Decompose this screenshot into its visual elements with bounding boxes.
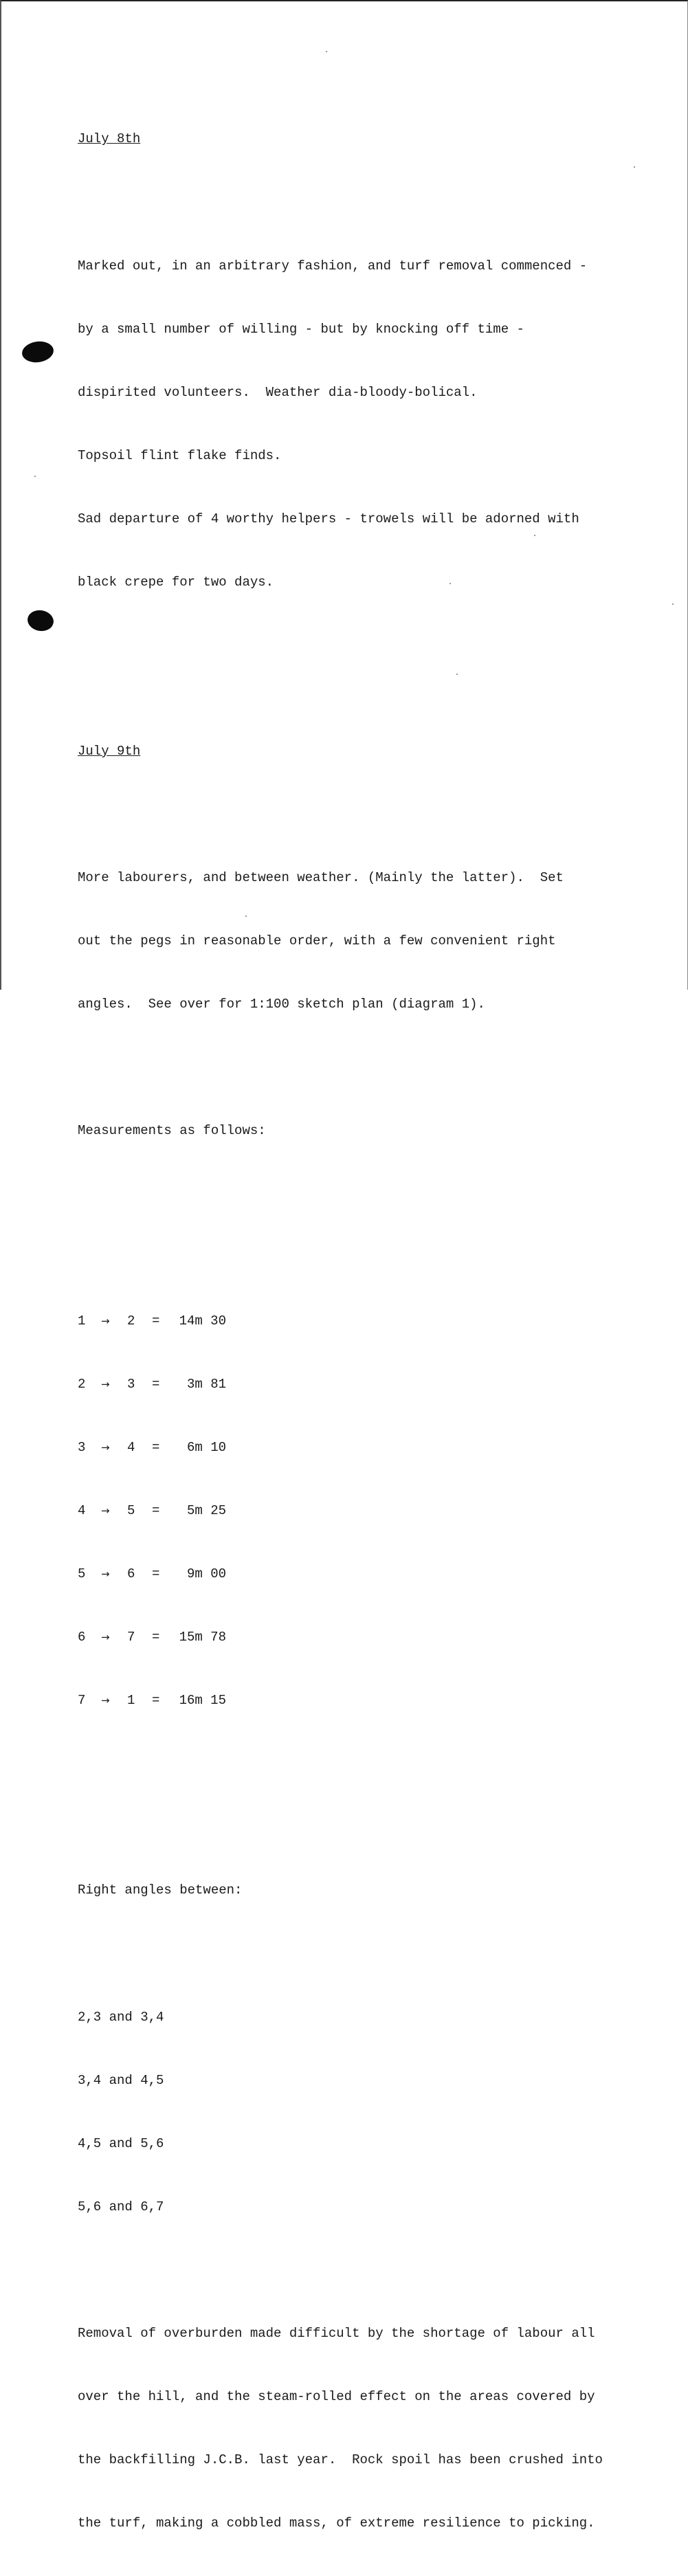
- paragraph-line: More labourers, and between weather. (Mainly the latter). Set: [78, 869, 564, 885]
- paragraph-line: dispirited volunteers. Weather dia-bloody-bolical.: [78, 384, 478, 400]
- peg-from: 5: [78, 1566, 86, 1581]
- paragraph-line: Removal of overburden made difficult by the shortage of labour all: [78, 2326, 595, 2342]
- measurement-row: [78, 1690, 641, 1711]
- document-text: [78, 87, 641, 2576]
- peg-from: 7: [78, 1693, 86, 1709]
- measurement-value: 14m 30: [179, 1313, 226, 1329]
- right-angle-item: 5,6 and 6,7: [78, 2199, 164, 2214]
- paragraph-line: black crepe for two days.: [78, 575, 274, 590]
- peg-to: 7: [127, 1629, 135, 1645]
- paragraph-line: over the hill, and the steam-rolled effect on the areas covered by: [78, 2389, 595, 2405]
- peg-from: 2: [78, 1376, 86, 1392]
- right-angles-heading: Right angles between:: [78, 1883, 243, 1898]
- entry-date-heading: July 8th: [78, 131, 141, 147]
- right-angle-item: 3,4 and 4,5: [78, 2072, 164, 2088]
- peg-from: 4: [78, 1502, 86, 1518]
- peg-to: 5: [127, 1502, 135, 1518]
- peg-to: 6: [127, 1566, 135, 1581]
- measurement-row: [78, 1627, 641, 1648]
- peg-to: 2: [127, 1313, 135, 1329]
- arrow-right-icon: →: [101, 1441, 110, 1454]
- arrow-right-icon: →: [101, 1314, 110, 1327]
- peg-to: 4: [127, 1439, 135, 1455]
- peg-to: 1: [127, 1693, 135, 1709]
- equals-sign: =: [152, 1693, 160, 1709]
- paragraph-line: Sad departure of 4 worthy helpers - trowels will be adorned with: [78, 511, 579, 526]
- measurement-row: [78, 1437, 641, 1458]
- measurement-value: 9m 00: [186, 1566, 226, 1581]
- measurement-value: 5m 25: [186, 1502, 226, 1518]
- measurements-heading: Measurements as follows:: [78, 1123, 266, 1139]
- punch-hole-bottom: [26, 608, 56, 633]
- peg-from: 6: [78, 1629, 86, 1645]
- equals-sign: =: [152, 1313, 160, 1329]
- measurement-value: 16m 15: [179, 1693, 226, 1709]
- measurement-row: [78, 1500, 641, 1522]
- peg-to: 3: [127, 1376, 135, 1392]
- measurement-value: 3m 81: [186, 1376, 226, 1392]
- paragraph-line: the backfilling J.C.B. last year. Rock spoil has been crushed into: [78, 2452, 603, 2468]
- equals-sign: =: [152, 1566, 160, 1581]
- peg-from: 3: [78, 1439, 86, 1455]
- paragraph-line: the turf, making a cobbled mass, of extreme resilience to picking.: [78, 2516, 595, 2531]
- measurement-row: [78, 1374, 641, 1395]
- equals-sign: =: [152, 1629, 160, 1645]
- paragraph-line: by a small number of willing - but by knocking off time -: [78, 321, 524, 337]
- paragraph-line: Marked out, in an arbitrary fashion, and turf removal commenced -: [78, 258, 588, 274]
- equals-sign: =: [152, 1502, 160, 1518]
- paragraph-line: out the pegs in reasonable order, with a few convenient right: [78, 933, 556, 948]
- measurement-row: [78, 1564, 641, 1585]
- measurements-table: [78, 1268, 641, 1753]
- speck: [326, 51, 327, 52]
- right-angle-item: 2,3 and 3,4: [78, 2009, 164, 2025]
- arrow-right-icon: →: [101, 1694, 110, 1707]
- arrow-right-icon: →: [101, 1377, 110, 1390]
- arrow-right-icon: →: [101, 1567, 110, 1580]
- entry-date-heading: July 9th: [78, 743, 141, 759]
- arrow-right-icon: →: [101, 1630, 110, 1643]
- speck: [672, 603, 674, 605]
- measurement-row: [78, 1311, 641, 1332]
- peg-from: 1: [78, 1313, 86, 1329]
- right-angle-item: 4,5 and 5,6: [78, 2135, 164, 2151]
- equals-sign: =: [152, 1439, 160, 1455]
- measurement-value: 6m 10: [186, 1439, 226, 1455]
- speck: [34, 476, 36, 477]
- measurement-value: 15m 78: [179, 1629, 226, 1645]
- arrow-right-icon: →: [101, 1504, 110, 1517]
- equals-sign: =: [152, 1376, 160, 1392]
- punch-hole-top: [21, 340, 55, 364]
- paragraph-line: Topsoil flint flake finds.: [78, 447, 282, 463]
- paragraph-line: angles. See over for 1:100 sketch plan (diagram 1).: [78, 997, 485, 1012]
